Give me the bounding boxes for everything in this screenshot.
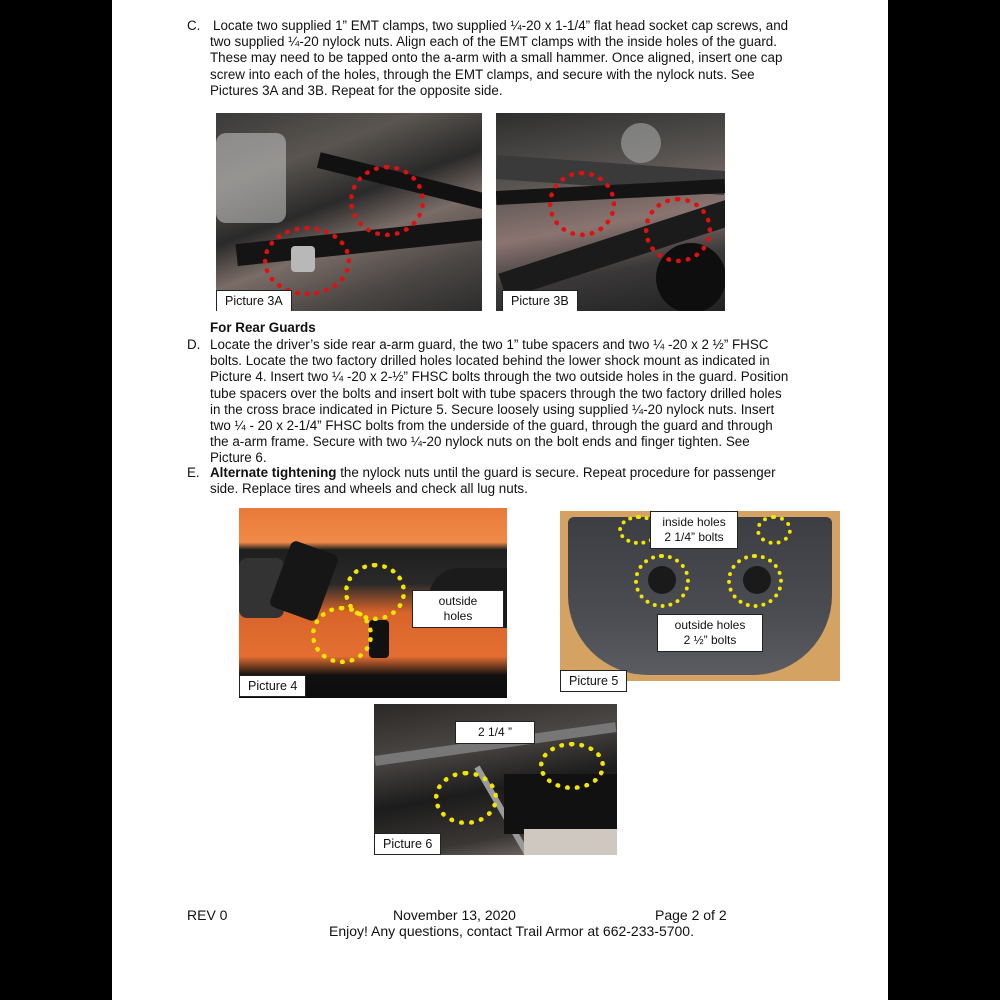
picture-caption: Picture 5 [560,670,627,692]
footer-date: November 13, 2020 [393,907,516,923]
text-line: side. Replace tires and wheels and check all lug nuts. [210,481,528,497]
callout-line: inside holes [662,515,726,529]
callout-line: holes [443,609,473,623]
picture-callout: 2 1/4 ” [455,721,535,744]
marker-circle [634,554,690,608]
picture-5 [560,511,840,699]
step-letter: E. [187,465,200,480]
text-line: Locate two supplied 1” EMT clamps, two supplied ¼-20 x 1-1/4” flat head socket cap screws, and [213,18,789,33]
marker-circle [434,771,498,825]
footer-revision: REV 0 [187,907,228,923]
marker-circle [727,554,783,608]
step-letter: D. [187,337,201,352]
bold-lead: Alternate tightening [210,465,337,480]
marker-circle [311,606,373,664]
picture-caption: Picture 4 [239,675,306,697]
picture-3a [216,113,482,311]
text-line: Picture 6. [210,450,267,466]
callout-line: 2 1/4” bolts [664,530,724,544]
text-line: Picture 4. Insert two ¼ -20 x 2-½” FHSC bolts through the two outside holes in the guard. Position [210,369,789,385]
callout-line: outside [438,594,478,608]
picture-callout-outside [657,614,763,652]
step-c-text [210,18,788,99]
text-line: screw into each of the holes, through the EMT clamps, and secure with the nylock nuts. See [210,66,755,82]
text-line: Pictures 3A and 3B. Repeat for the opposite side. [210,82,503,98]
step-d-text [210,337,788,467]
text-line: in the cross brace indicated in Picture 5. Secure loosely using supplied ¼-20 nylock nuts. Insert [210,401,775,417]
picture-caption: Picture 3B [502,290,578,311]
picture-6 [374,704,617,855]
marker-circle [756,515,792,545]
marker-circle [349,165,425,237]
footer-page-number: Page 2 of 2 [655,907,727,923]
text-line: the nylock nuts until the guard is secure. Repeat procedure for passenger [336,465,776,480]
step-e-text [210,465,776,497]
text-line: two ¼ - 20 x 2-1/4” FHSC bolts from the underside of the guard, through the guard and through [210,418,773,434]
text-line: These may need to be tapped onto the a-arm with a small hammer. Once aligned, insert one cap [210,50,783,66]
text-line: bolts. Locate the two factory drilled holes located behind the lower shock mount as indicated in [210,353,770,369]
marker-circle [263,226,351,296]
marker-circle [548,171,616,237]
text-line: Locate the driver’s side rear a-arm guard, the two 1” tube spacers and two ¼ -20 x 2 ½” FHSC [210,337,769,352]
text-line: tube spacers over the bolts and insert bolt with tube spacers through the two factory drilled holes [210,385,782,401]
picture-caption: Picture 6 [374,833,441,855]
picture-callout [412,590,504,628]
footer-contact: Enjoy! Any questions, contact Trail Armor at 662-233-5700. [329,923,694,939]
picture-4 [239,508,507,698]
picture-callout-inside [650,511,738,549]
callout-line: outside holes [674,618,746,632]
picture-caption: Picture 3A [216,290,292,311]
picture-3b [496,113,725,311]
text-line: the a-arm frame. Secure with two ¼-20 nylock nuts on the bolt ends and finger tighten. See [210,434,750,450]
callout-line: 2 ½” bolts [683,633,737,647]
text-line: two supplied ¼-20 nylock nuts. Align each of the EMT clamps with the inside holes of the guard. [210,34,777,50]
step-letter: C. [187,18,201,33]
marker-circle [644,197,712,263]
section-heading: For Rear Guards [210,320,316,335]
marker-circle [539,742,605,790]
